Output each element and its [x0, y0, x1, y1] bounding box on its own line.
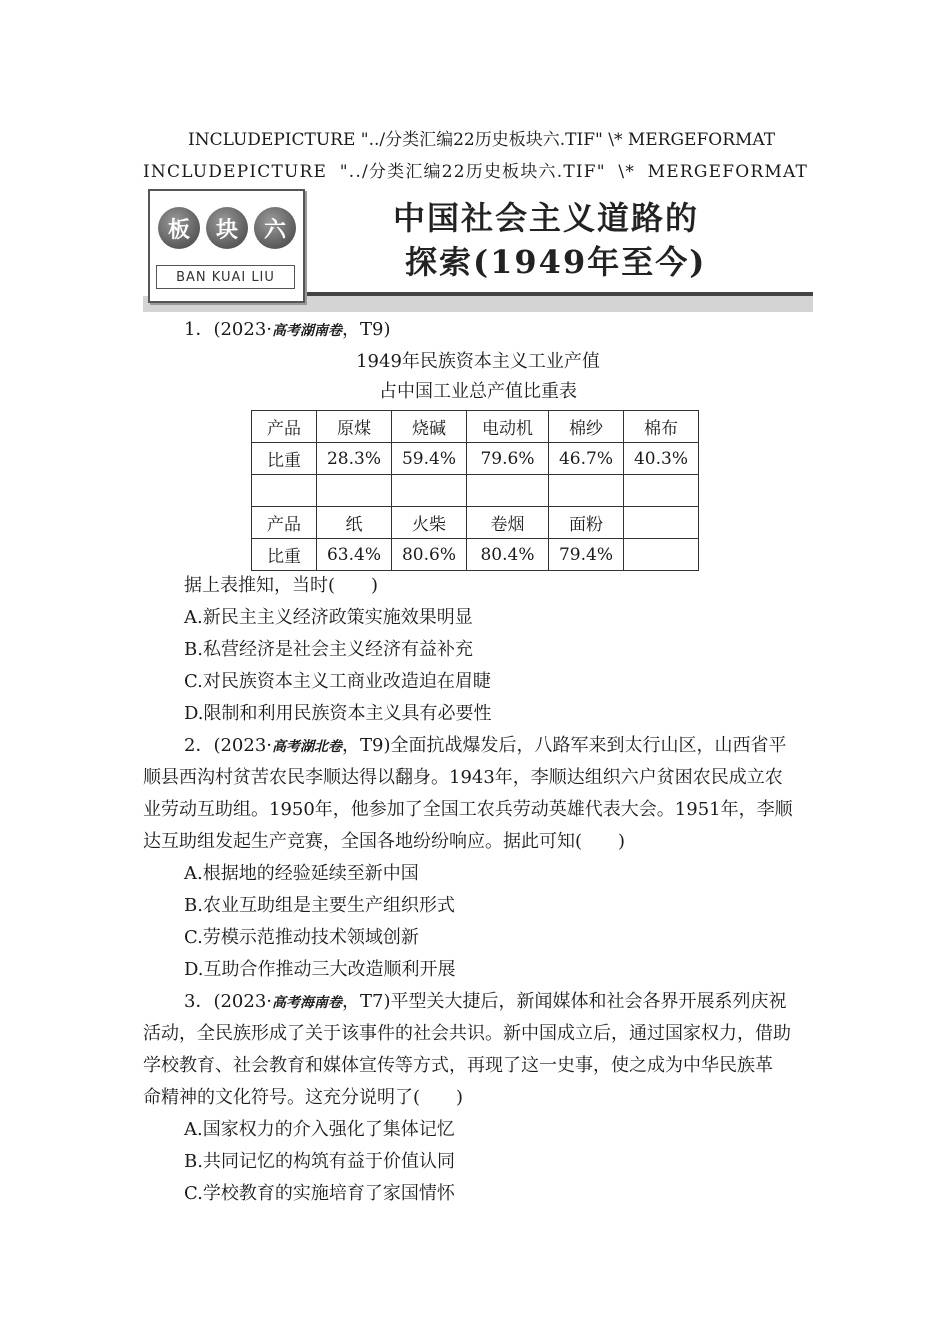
q1-tail: ，T9)	[342, 319, 391, 340]
q3-line-4: 命精神的文化符号。这充分说明了( )	[143, 1087, 464, 1108]
section-title-line-1: 中国社会主义道路的	[393, 199, 700, 237]
table-cell: 卷烟	[467, 507, 549, 539]
badge-char-1: 板	[158, 207, 200, 249]
table-cell: 59.4%	[392, 443, 467, 475]
section-badge	[148, 189, 305, 303]
q2-text-1: ，T9)全面抗战爆发后，八路军来到太行山区，山西省平	[342, 735, 787, 756]
table-row	[252, 539, 699, 571]
table-cell: 棉布	[624, 411, 699, 443]
table-cell: 比重	[252, 443, 317, 475]
table-row	[252, 411, 699, 443]
table-cell	[624, 475, 699, 507]
table-cell	[392, 475, 467, 507]
q1-header	[184, 314, 391, 347]
badge-label: BAN KUAI LIU	[156, 265, 295, 289]
q1-option-d: D.限制和利用民族资本主义具有必要性	[184, 703, 492, 724]
q1-number: 1．(2023·	[184, 319, 273, 340]
q3-option-c: C.学校教育的实施培育了家国情怀	[184, 1183, 455, 1204]
q2-line-2: 顺县西沟村贫苦农民李顺达得以翻身。1943年，李顺达组织六户贫困农民成立农	[143, 767, 783, 788]
section-title	[393, 196, 706, 284]
badge-char-2: 块	[206, 207, 248, 249]
table-cell: 产品	[252, 507, 317, 539]
q2-option-c: C.劳模示范推动技术领域创新	[184, 927, 419, 948]
table-row	[252, 507, 699, 539]
field-code-line-2: INCLUDEPICTURE "../分类汇编22历史板块六.TIF" \* MERGEFORMAT	[143, 162, 809, 182]
table-cell: 纸	[317, 507, 392, 539]
table-row	[252, 475, 699, 507]
table-cell: 原煤	[317, 411, 392, 443]
badge-char-3: 六	[254, 207, 296, 249]
q3-line-2: 活动，全民族形成了关于该事件的社会共识。新中国成立后，通过国家权力，借助	[143, 1023, 791, 1044]
q3-option-b: B.共同记忆的构筑有益于价值认同	[184, 1151, 455, 1172]
table-cell: 80.4%	[467, 539, 549, 571]
banner-rule	[303, 292, 813, 296]
table-cell	[467, 475, 549, 507]
table-cell: 40.3%	[624, 443, 699, 475]
q1-option-a: A.新民主主义经济政策实施效果明显	[184, 607, 473, 628]
table-cell: 80.6%	[392, 539, 467, 571]
q2-line-1	[184, 730, 787, 763]
q3-line-1	[184, 986, 787, 1019]
table-cell	[624, 507, 699, 539]
table-cell: 79.6%	[467, 443, 549, 475]
table-cell	[624, 539, 699, 571]
table-cell: 烧碱	[392, 411, 467, 443]
table-cell: 28.3%	[317, 443, 392, 475]
section-title-line-2: 探索(1949年至今)	[405, 243, 707, 281]
q3-text-1: ，T7)平型关大捷后，新闻媒体和社会各界开展系列庆祝	[342, 991, 787, 1012]
table-cell: 面粉	[549, 507, 624, 539]
q3-line-3: 学校教育、社会教育和媒体宣传等方式，再现了这一史事，使之成为中华民族革	[143, 1055, 773, 1076]
q1-table-caption-2: 占中国工业总产值比重表	[379, 381, 577, 402]
table-cell: 比重	[252, 539, 317, 571]
field-code-line-1: INCLUDEPICTURE "../分类汇编22历史板块六.TIF" \* MERGEFORMAT	[188, 130, 776, 150]
q1-table-caption-1: 1949年民族资本主义工业产值	[356, 351, 600, 372]
q3-number: 3．(2023·	[184, 991, 273, 1012]
q2-option-a: A.根据地的经验延续至新中国	[184, 863, 419, 884]
table-cell: 产品	[252, 411, 317, 443]
table-cell: 火柴	[392, 507, 467, 539]
table-cell	[549, 475, 624, 507]
q1-stem: 据上表推知，当时( )	[184, 575, 379, 596]
q1-source: 高考湖南卷	[272, 323, 343, 339]
q1-option-b: B.私营经济是社会主义经济有益补充	[184, 639, 473, 660]
q2-option-b: B.农业互助组是主要生产组织形式	[184, 895, 455, 916]
q2-option-d: D.互助合作推动三大改造顺利开展	[184, 959, 456, 980]
q2-line-4: 达互助组发起生产竞赛，全国各地纷纷响应。据此可知( )	[143, 831, 626, 852]
table-cell: 46.7%	[549, 443, 624, 475]
table-cell: 电动机	[467, 411, 549, 443]
q1-option-c: C.对民族资本主义工商业改造迫在眉睫	[184, 671, 491, 692]
q3-source: 高考海南卷	[272, 995, 343, 1011]
table-cell: 棉纱	[549, 411, 624, 443]
q2-source: 高考湖北卷	[272, 739, 343, 755]
q3-option-a: A.国家权力的介入强化了集体记忆	[184, 1119, 455, 1140]
q2-number: 2．(2023·	[184, 735, 273, 756]
table-cell: 63.4%	[317, 539, 392, 571]
table-cell: 79.4%	[549, 539, 624, 571]
table-cell	[252, 475, 317, 507]
section-banner	[143, 186, 813, 312]
q2-line-3: 业劳动互助组。1950年，他参加了全国工农兵劳动英雄代表大会。1951年，李顺	[143, 799, 793, 820]
table-row	[252, 443, 699, 475]
q1-data-table	[251, 410, 699, 571]
table-cell	[317, 475, 392, 507]
